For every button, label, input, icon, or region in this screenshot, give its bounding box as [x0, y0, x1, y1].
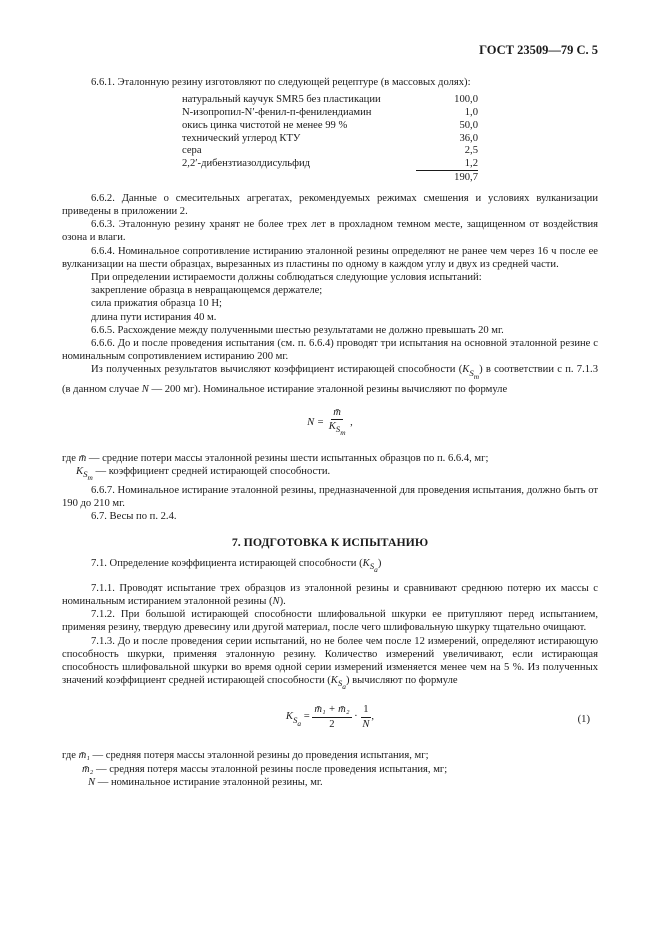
formula-nominal-abrasion: N = $\frac{m̄}{K_{S_m}}$ ,: [307, 406, 353, 437]
clause-6-6-4: 6.6.4. Номинальное сопротивление истиранию эталонной резины определяют не ранее чем через 16 ч после ее вулканизации на шести образцах, вырезанных из пластины по одному в каждом углу и двух из средней части.: [62, 245, 598, 270]
where-m1: где m̄₁ — средняя потеря массы эталонной резины до проведения испытания, мг;: [62, 750, 429, 762]
page-header: ГОСТ 23509—79 С. 5: [479, 43, 598, 57]
clause-6-7: 6.7. Весы по п. 2.4.: [91, 511, 177, 523]
clause-6-6-2: 6.6.2. Данные о смесительных агрегатах, рекомендуемых режимах смешения и условиях вулканизации приведены в приложении 2.: [62, 192, 598, 217]
recipe-table: [182, 93, 478, 184]
clause-6-6-6-calc: Из полученных результатов вычисляют коэффициент истирающей способности $(K_{S_m})$ в соответствии с п. 7.1.3 (в данном случае N — 200 мг). Номинальное истирание эталонной резины вычисляют по формуле: [62, 364, 598, 395]
where-m2: m̄₂ — средняя потеря массы эталонной резины после проведения испытания, мг;: [82, 763, 448, 775]
recipe-row: N-изопропил-N′-фенил-п-фенилендиамин 1,0: [182, 107, 478, 118]
clause-6-6-6: 6.6.6. До и после проведения испытания (см. п. 6.6.4) проводят три испытания на основной эталонной резине с номинальным сопротивлением истиранию 200 мг.: [62, 338, 598, 363]
recipe-row: технический углерод КТУ 36,0: [182, 132, 478, 144]
recipe-total: 190,7: [454, 171, 478, 183]
condition-item: длина пути истирания 40 м.: [91, 311, 217, 323]
clause-7-1-1: 7.1.1. Проводят испытание трех образцов из эталонной резины и сравнивают среднюю потерю их массы с номинальным истиранием эталонной резины (N).: [62, 582, 598, 608]
document-body: [62, 44, 598, 789]
clause-7-1-3: 7.1.3. До и после проведения серии испытаний, но не более чем после 12 измерений, определяют истирающую способность шкурки, применяя эталонную резину. Количество измерений увеличивают, если истирающая способность шлифовальной шкурки во время одной серии измерений изменяется менее чем на 5 %. Из полученных значений коэффициент средней истирающей способности $(K_{S_a})$ вычисляют по формуле: [62, 635, 598, 692]
equation-number: (1): [577, 714, 590, 726]
clause-6-6-3: 6.6.3. Эталонную резину хранят не более трех лет в прохладном темном месте, защищенном от воздействия озона и влаги.: [62, 219, 598, 244]
clause-7-1: 7.1. Определение коэффициента истирающей способности $(K_{S_a})$: [91, 557, 382, 574]
formula-1: $K_{S_a}$ = $\frac{\text{m̄₁ + m̄₂}}{2}$ · $\frac{1}{N}$ , (1): [285, 704, 590, 730]
recipe-row: 2,2′-дибензтиазолдисульфид 1,2: [182, 158, 478, 170]
recipe-row: натуральный каучук SMR5 без пластикации 100,0: [182, 94, 478, 106]
condition-item: закрепление образца в невращающемся держателе;: [91, 285, 323, 297]
clause-6-6-4-conditions: При определении истираемости должны соблюдаться следующие условия испытаний:: [91, 272, 482, 283]
clause-6-6-1: 6.6.1. Эталонную резину изготовляют по следующей рецептуре (в массовых долях):: [91, 77, 471, 88]
recipe-row: окись цинка чистотой не менее 99 % 50,0: [182, 119, 478, 131]
where-n: N — номинальное истирание эталонной резины, мг.: [88, 776, 323, 788]
recipe-row: сера 2,5: [182, 145, 478, 157]
clause-6-6-5: 6.6.5. Расхождение между полученными шестью результатами не должно превышать 20 мг.: [91, 324, 504, 336]
where-m: где m̄ — средние потери массы эталонной резины шести испытанных образцов по п. 6.6.4, мг;: [62, 452, 489, 464]
section-7-title: 7. ПОДГОТОВКА К ИСПЫТАНИЮ: [231, 534, 429, 549]
condition-item: сила прижатия образца 10 Н;: [91, 298, 222, 310]
clause-7-1-2: 7.1.2. При большой истирающей способности шлифовальной шкурки ее притупляют перед испытанием, применяя резину, твердую древесину или другой материал, после чего шлифовальную шкурку тщательно очищают.: [62, 609, 598, 634]
clause-6-6-7: 6.6.7. Номинальное истирание эталонной резины, предназначенной для проведения испытания, должно быть от 190 до 210 мг.: [62, 484, 598, 510]
where-ks: $K_{S_m}$ — коэффициент средней истирающей способности.: [76, 465, 331, 482]
